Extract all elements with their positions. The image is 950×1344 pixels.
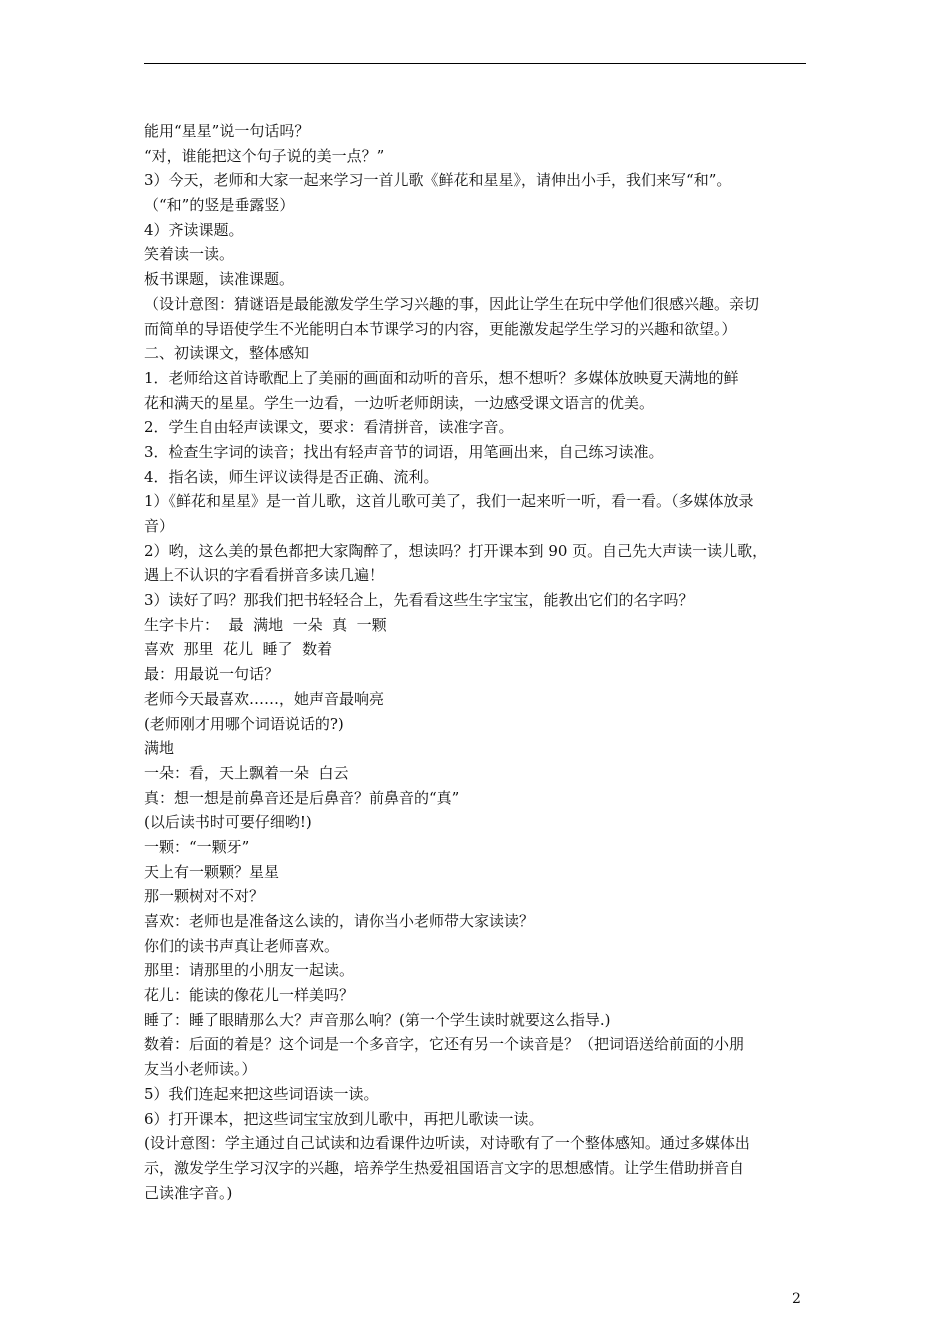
text-line: 真：想一想是前鼻音还是后鼻音？前鼻音的“真”: [144, 788, 460, 807]
text-line: 笑着读一读。: [144, 245, 235, 264]
text-line: (老师刚才用哪个词语说话的?): [144, 714, 344, 733]
text-line: 喜欢：老师也是准备这么读的，请你当小老师带大家读读？: [144, 912, 535, 930]
header-rule: [144, 63, 806, 64]
text-line: 音）: [144, 517, 175, 535]
document-body: [144, 119, 812, 1205]
text-line: 示，激发学生学习汉字的兴趣，培养学生热爱祖国语言文字的思想感情。让学生借助拼音自: [144, 1158, 745, 1177]
text-line: 生字卡片： 最 满地 一朵 真 一颗: [144, 615, 387, 634]
text-line: 板书课题，读准课题。: [144, 270, 295, 289]
text-line: 数着：后面的着是？这个词是一个多音字，它还有另一个读音是？（把词语送给前面的小朋: [144, 1035, 745, 1054]
text-line: （“和”的竖是垂露竖）: [144, 196, 295, 215]
text-line: 3）读好了吗？那我们把书轻轻合上，先看看这些生字宝宝，能教出它们的名字吗？: [144, 591, 694, 610]
text-line: 4）齐读课题。: [144, 220, 244, 239]
text-line: 花儿：能读的像花儿一样美吗？: [144, 986, 355, 1005]
text-line: 6）打开课本，把这些词宝宝放到儿歌中，再把儿歌读一读。: [144, 1109, 544, 1128]
text-line: 能用“星星”说一句话吗？: [144, 122, 310, 140]
text-line: 你们的读书声真让老师喜欢。: [144, 936, 340, 955]
text-line: 一颗：“一颗牙”: [144, 837, 250, 856]
text-line: 5）我们连起来把这些词语读一读。: [144, 1084, 379, 1103]
text-line: 而简单的导语使学生不光能明白本节课学习的内容，更能激发起学生学习的兴趣和欲望。）: [144, 319, 737, 338]
text-line: 花和满天的星星。学生一边看，一边听老师朗读，一边感受课文语言的优美。: [144, 393, 655, 412]
text-line: 满地: [144, 739, 175, 758]
text-line: 己读准字音。): [144, 1183, 233, 1202]
text-line: (以后读书时可要仔细哟!): [144, 813, 312, 832]
text-line: 那一颗树对不对？: [144, 887, 265, 906]
text-line: 那里：请那里的小朋友一起读。: [144, 961, 355, 980]
text-line: 睡了：睡了眼睛那么大？声音那么响？(第一个学生读时就要这么指导.): [144, 1010, 611, 1029]
text-line: 天上有一颗颗？星星: [144, 862, 280, 881]
text-line: 2．学生自由轻声读课文，要求：看清拼音，读准字音。: [144, 418, 514, 437]
text-line: 1．老师给这首诗歌配上了美丽的画面和动听的音乐，想不想听？多媒体放映夏天满地的鲜: [144, 368, 739, 387]
text-line: 遇上不认识的字看看拼音多读几遍！: [144, 566, 385, 585]
text-line: 最：用最说一句话？: [144, 665, 280, 684]
text-line: 3．检查生字词的读音；找出有轻声音节的词语，用笔画出来，自己练习读准。: [144, 442, 664, 461]
text-line: 1）《鲜花和星星》是一首儿歌，这首儿歌可美了，我们一起来听一听，看一看。（多媒体放录: [144, 492, 754, 511]
text-line: 4．指名读，师生评议读得是否正确、流利。: [144, 467, 439, 486]
page-number: 2: [792, 1291, 801, 1307]
text-line: 二、初读课文，整体感知: [144, 344, 310, 363]
text-line: “对，谁能把这个句子说的美一点？”: [144, 146, 385, 165]
text-line: 一朵：看，天上飘着一朵 白云: [144, 763, 349, 782]
text-line: 友当小老师读。）: [144, 1060, 257, 1079]
text-line: （设计意图：猜谜语是最能激发学生学习兴趣的事，因此让学生在玩中学他们很感兴趣。亲切: [144, 294, 760, 313]
text-line: 3）今天，老师和大家一起来学习一首儿歌《鲜花和星星》，请伸出小手，我们来写“和”。: [144, 171, 732, 190]
text-line: 喜欢 那里 花儿 睡了 数着: [144, 640, 333, 659]
text-line: 老师今天最喜欢……，她声音最响亮: [144, 689, 385, 708]
text-line: (设计意图：学主通过自己试读和边看课件边听读，对诗歌有了一个整体感知。通过多媒体出: [144, 1134, 750, 1153]
text-line: 2）哟，这么美的景色都把大家陶醉了，想读吗？打开课本到 90 页。自己先大声读一读儿歌，: [144, 541, 768, 560]
